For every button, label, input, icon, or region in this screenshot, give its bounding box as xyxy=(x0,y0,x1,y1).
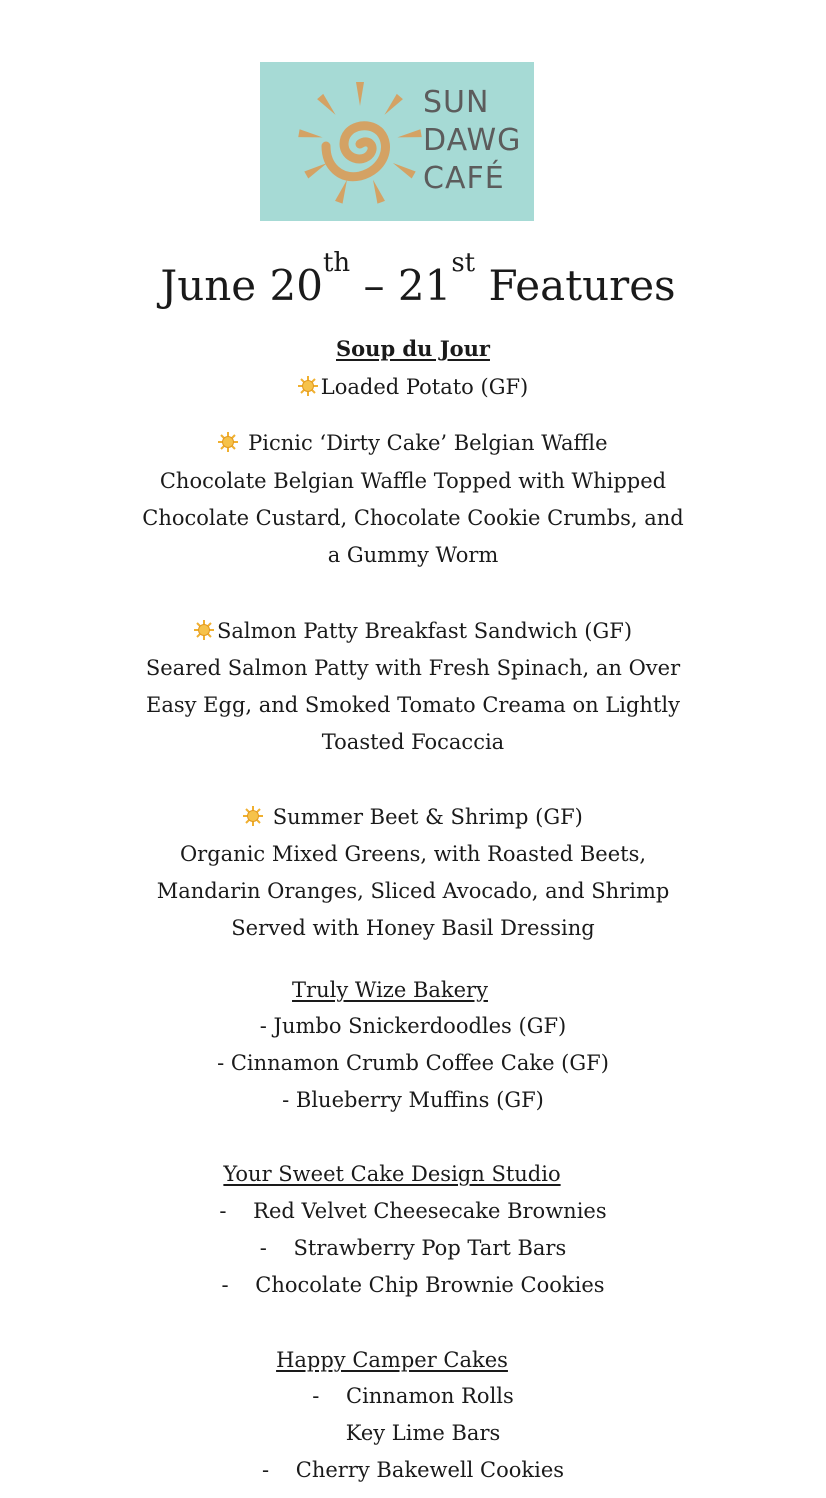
cafe-logo xyxy=(260,62,534,221)
sandwich-name xyxy=(0,616,826,646)
bakery-item: Key Lime Bars xyxy=(345,1421,501,1445)
bakery-item: - Red Velvet Cheesecake Brownies xyxy=(219,1199,607,1223)
logo-line-cafe: CAFÉ xyxy=(423,161,505,196)
sun-icon xyxy=(298,376,318,396)
sun-icon xyxy=(218,432,238,452)
bakery-item: - Cherry Bakewell Cookies xyxy=(261,1458,565,1482)
bakery-heading-text: Happy Camper Cakes xyxy=(276,1348,508,1372)
soup-item xyxy=(0,372,826,402)
salad-name-text: Summer Beet & Shrimp (GF) xyxy=(272,805,583,829)
salad-desc-line: Mandarin Oranges, Sliced Avocado, and Shrimp xyxy=(156,879,670,903)
bakery-item: - Blueberry Muffins (GF) xyxy=(282,1088,544,1112)
waffle-desc-line: Chocolate Custard, Chocolate Cookie Crumbs, and xyxy=(142,506,684,530)
title-suffix-st: st xyxy=(451,248,476,278)
title-date-start: June 20 xyxy=(160,261,323,310)
logo-line-dawg: DAWG xyxy=(423,123,522,158)
soup-item-text: Loaded Potato (GF) xyxy=(320,375,529,399)
sun-icon xyxy=(243,806,263,826)
bakery-item: - Chocolate Chip Brownie Cookies xyxy=(221,1273,605,1297)
title-date-end: – 21 xyxy=(350,261,452,310)
page-title xyxy=(0,248,826,316)
sandwich-desc-line: Easy Egg, and Smoked Tomato Creama on Lightly xyxy=(146,693,680,717)
bakery-heading-happy-camper xyxy=(0,1345,826,1375)
salad-desc-line: Served with Honey Basil Dressing xyxy=(231,916,595,940)
bakery-heading-text: Your Sweet Cake Design Studio xyxy=(223,1162,561,1186)
waffle-name-text: Picnic ‘Dirty Cake’ Belgian Waffle xyxy=(248,431,608,455)
logo-wordmark xyxy=(423,84,521,198)
bakery-heading-truly-wize xyxy=(0,975,826,1005)
bakery-heading-text: Truly Wize Bakery xyxy=(292,978,488,1002)
bakery-item: - Cinnamon Crumb Coffee Cake (GF) xyxy=(217,1051,609,1075)
soup-heading-text: Soup du Jour xyxy=(336,336,490,361)
bakery-item: - Strawberry Pop Tart Bars xyxy=(259,1236,567,1260)
sandwich-desc-line: Seared Salmon Patty with Fresh Spinach, an Over xyxy=(145,656,681,680)
soup-heading xyxy=(0,334,826,364)
sandwich-desc-line: Toasted Focaccia xyxy=(321,730,505,754)
sun-icon xyxy=(194,620,214,640)
sandwich-name-text: Salmon Patty Breakfast Sandwich (GF) xyxy=(216,619,633,643)
bakery-item: - Jumbo Snickerdoodles (GF) xyxy=(259,1014,567,1038)
bakery-item: - Cinnamon Rolls xyxy=(312,1384,514,1408)
waffle-name xyxy=(0,428,826,458)
waffle-desc-line: Chocolate Belgian Waffle Topped with Whipped xyxy=(159,469,667,493)
title-suffix-th: th xyxy=(322,248,351,278)
waffle-desc-line: a Gummy Worm xyxy=(327,543,499,567)
salad-desc-line: Organic Mixed Greens, with Roasted Beets, xyxy=(179,842,647,866)
title-features: Features xyxy=(475,261,676,310)
logo-line-sun: SUN xyxy=(423,85,490,120)
salad-name xyxy=(0,802,826,832)
bakery-heading-sweet-cake xyxy=(0,1159,826,1189)
